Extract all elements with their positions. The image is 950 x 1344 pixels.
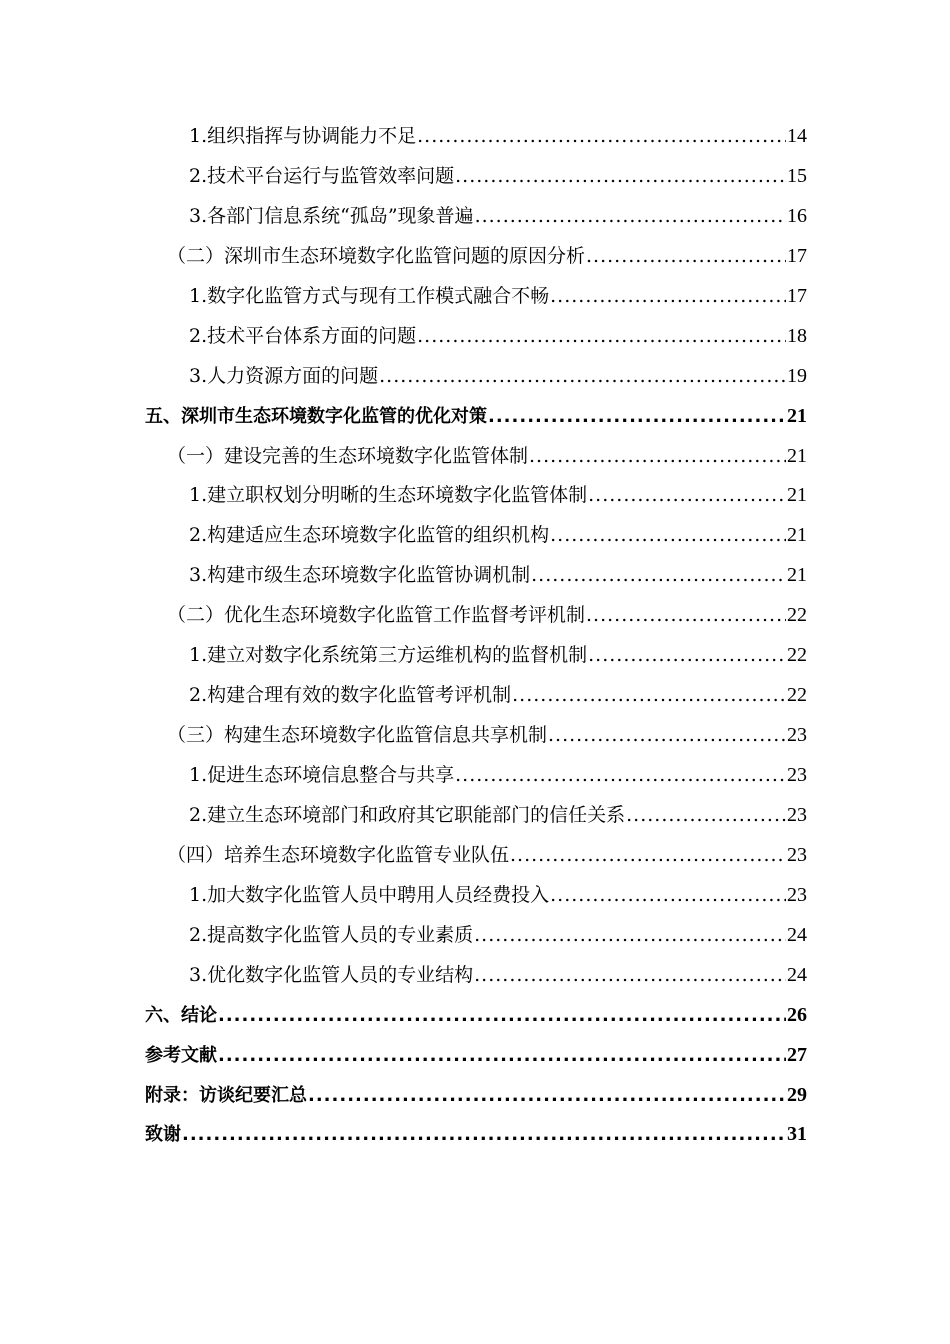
toc-dot-leader	[550, 277, 786, 317]
toc-entry-title: 2.技术平台运行与监管效率问题	[189, 164, 455, 187]
toc-entry-page-number: 31	[787, 1123, 807, 1146]
toc-entry-page-number: 14	[787, 125, 807, 147]
toc-dot-leader	[475, 197, 786, 237]
table-of-contents	[145, 117, 807, 1155]
toc-entry-page-number: 21	[787, 484, 807, 507]
toc-dot-leader	[550, 876, 786, 916]
toc-entry[interactable]	[145, 157, 807, 197]
toc-entry-title: 3.优化数字化监管人员的专业结构	[189, 963, 474, 986]
toc-entry[interactable]	[145, 317, 807, 357]
toc-entry[interactable]	[145, 1036, 807, 1076]
toc-entry[interactable]	[145, 1076, 807, 1116]
toc-entry[interactable]	[145, 397, 807, 437]
toc-entry[interactable]	[145, 956, 807, 996]
toc-dot-leader	[218, 996, 786, 1036]
toc-entry-title: 2.建立生态环境部门和政府其它职能部门的信任关系	[189, 803, 626, 826]
toc-entry-title: （四）培养生态环境数字化监管专业队伍	[167, 843, 510, 866]
toc-entry-page-number: 23	[787, 764, 807, 786]
toc-entry[interactable]	[145, 676, 807, 716]
toc-entry-title: 参考文献	[145, 1044, 217, 1066]
toc-entry[interactable]	[145, 716, 807, 756]
toc-entry-page-number: 23	[787, 724, 807, 747]
toc-entry-title: 2.构建适应生态环境数字化监管的组织机构	[189, 524, 550, 547]
toc-entry-title: 1.建立对数字化系统第三方运维机构的监督机制	[189, 644, 588, 667]
toc-dot-leader	[626, 796, 786, 836]
toc-dot-leader	[529, 437, 786, 477]
toc-entry-title: 1.加大数字化监管人员中聘用人员经费投入	[189, 883, 550, 906]
toc-dot-leader	[417, 317, 786, 357]
toc-entry-page-number: 22	[787, 644, 807, 667]
toc-dot-leader	[531, 556, 786, 596]
toc-entry-title: 六、结论	[145, 1004, 217, 1026]
toc-entry-page-number: 22	[787, 604, 807, 627]
toc-entry[interactable]	[145, 556, 807, 596]
toc-entry-page-number: 21	[787, 524, 807, 547]
toc-dot-leader	[488, 397, 786, 437]
toc-dot-leader	[550, 516, 786, 556]
toc-entry[interactable]	[145, 596, 807, 636]
toc-entry[interactable]	[145, 516, 807, 556]
toc-dot-leader	[588, 636, 786, 676]
toc-dot-leader	[474, 916, 786, 956]
toc-entry[interactable]	[145, 636, 807, 676]
toc-entry-page-number: 21	[787, 564, 807, 587]
toc-entry-page-number: 22	[787, 684, 807, 707]
toc-entry-title: （三）构建生态环境数字化监管信息共享机制	[167, 724, 548, 747]
toc-dot-leader	[588, 476, 786, 516]
toc-entry-title: 3.构建市级生态环境数字化监管协调机制	[189, 564, 531, 587]
toc-entry-title: （二）深圳市生态环境数字化监管问题的原因分析	[167, 244, 586, 267]
toc-entry-page-number: 17	[787, 244, 807, 267]
toc-dot-leader	[548, 716, 786, 756]
toc-entry-page-number: 29	[787, 1083, 807, 1106]
toc-entry-title: 2.技术平台体系方面的问题	[189, 324, 417, 347]
toc-entry-page-number: 18	[787, 324, 807, 347]
toc-entry-page-number: 26	[787, 1003, 807, 1026]
toc-entry-title: 1.数字化监管方式与现有工作模式融合不畅	[189, 284, 550, 307]
toc-dot-leader	[455, 157, 786, 197]
toc-entry[interactable]	[145, 117, 807, 157]
toc-entry[interactable]	[145, 476, 807, 516]
toc-entry-page-number: 27	[787, 1043, 807, 1066]
toc-dot-leader	[586, 596, 786, 636]
toc-dot-leader	[218, 1036, 786, 1076]
toc-entry-title: 附录：访谈纪要汇总	[145, 1084, 307, 1106]
toc-dot-leader	[379, 357, 786, 397]
toc-entry-title: 3.各部门信息系统“孤岛”现象普遍	[189, 204, 474, 227]
toc-entry-page-number: 19	[787, 364, 807, 387]
toc-entry-page-number: 15	[787, 164, 807, 187]
toc-entry[interactable]	[145, 836, 807, 876]
toc-dot-leader	[474, 956, 786, 996]
toc-entry-page-number: 16	[787, 204, 807, 227]
toc-entry-title: 2.提高数字化监管人员的专业素质	[189, 923, 474, 946]
toc-dot-leader	[455, 756, 786, 796]
toc-entry-title: 五、深圳市生态环境数字化监管的优化对策	[145, 405, 487, 427]
toc-entry[interactable]	[145, 237, 807, 277]
toc-entry-title: 1.促进生态环境信息整合与共享	[189, 764, 455, 786]
toc-entry-page-number: 24	[787, 923, 807, 946]
toc-entry-title: （二）优化生态环境数字化监管工作监督考评机制	[167, 604, 586, 627]
toc-dot-leader	[512, 676, 786, 716]
toc-entry[interactable]	[145, 357, 807, 397]
toc-entry-page-number: 17	[787, 284, 807, 307]
toc-entry-page-number: 23	[787, 803, 807, 826]
toc-entry[interactable]	[145, 916, 807, 956]
toc-entry-page-number: 21	[787, 404, 807, 427]
toc-entry[interactable]	[145, 996, 807, 1036]
toc-entry-title: 致谢	[145, 1124, 181, 1146]
toc-entry[interactable]	[145, 1115, 807, 1155]
toc-entry-title: （一）建设完善的生态环境数字化监管体制	[167, 444, 529, 467]
toc-dot-leader	[182, 1115, 786, 1155]
toc-entry[interactable]	[145, 437, 807, 477]
toc-entry-page-number: 21	[787, 444, 807, 467]
toc-entry[interactable]	[145, 756, 807, 796]
toc-entry[interactable]	[145, 876, 807, 916]
toc-entry[interactable]	[145, 796, 807, 836]
toc-entry[interactable]	[145, 197, 807, 237]
toc-entry-title: 1.组织指挥与协调能力不足	[189, 125, 417, 147]
toc-dot-leader	[308, 1076, 786, 1116]
toc-entry[interactable]	[145, 277, 807, 317]
toc-entry-page-number: 24	[787, 963, 807, 986]
toc-dot-leader	[417, 117, 786, 157]
toc-dot-leader	[586, 237, 786, 277]
toc-entry-page-number: 23	[787, 883, 807, 906]
toc-entry-title: 1.建立职权划分明晰的生态环境数字化监管体制	[189, 484, 588, 507]
toc-entry-page-number: 23	[787, 843, 807, 866]
toc-entry-title: 2.构建合理有效的数字化监管考评机制	[189, 684, 512, 707]
toc-entry-title: 3.人力资源方面的问题	[189, 364, 379, 387]
toc-dot-leader	[510, 836, 786, 876]
